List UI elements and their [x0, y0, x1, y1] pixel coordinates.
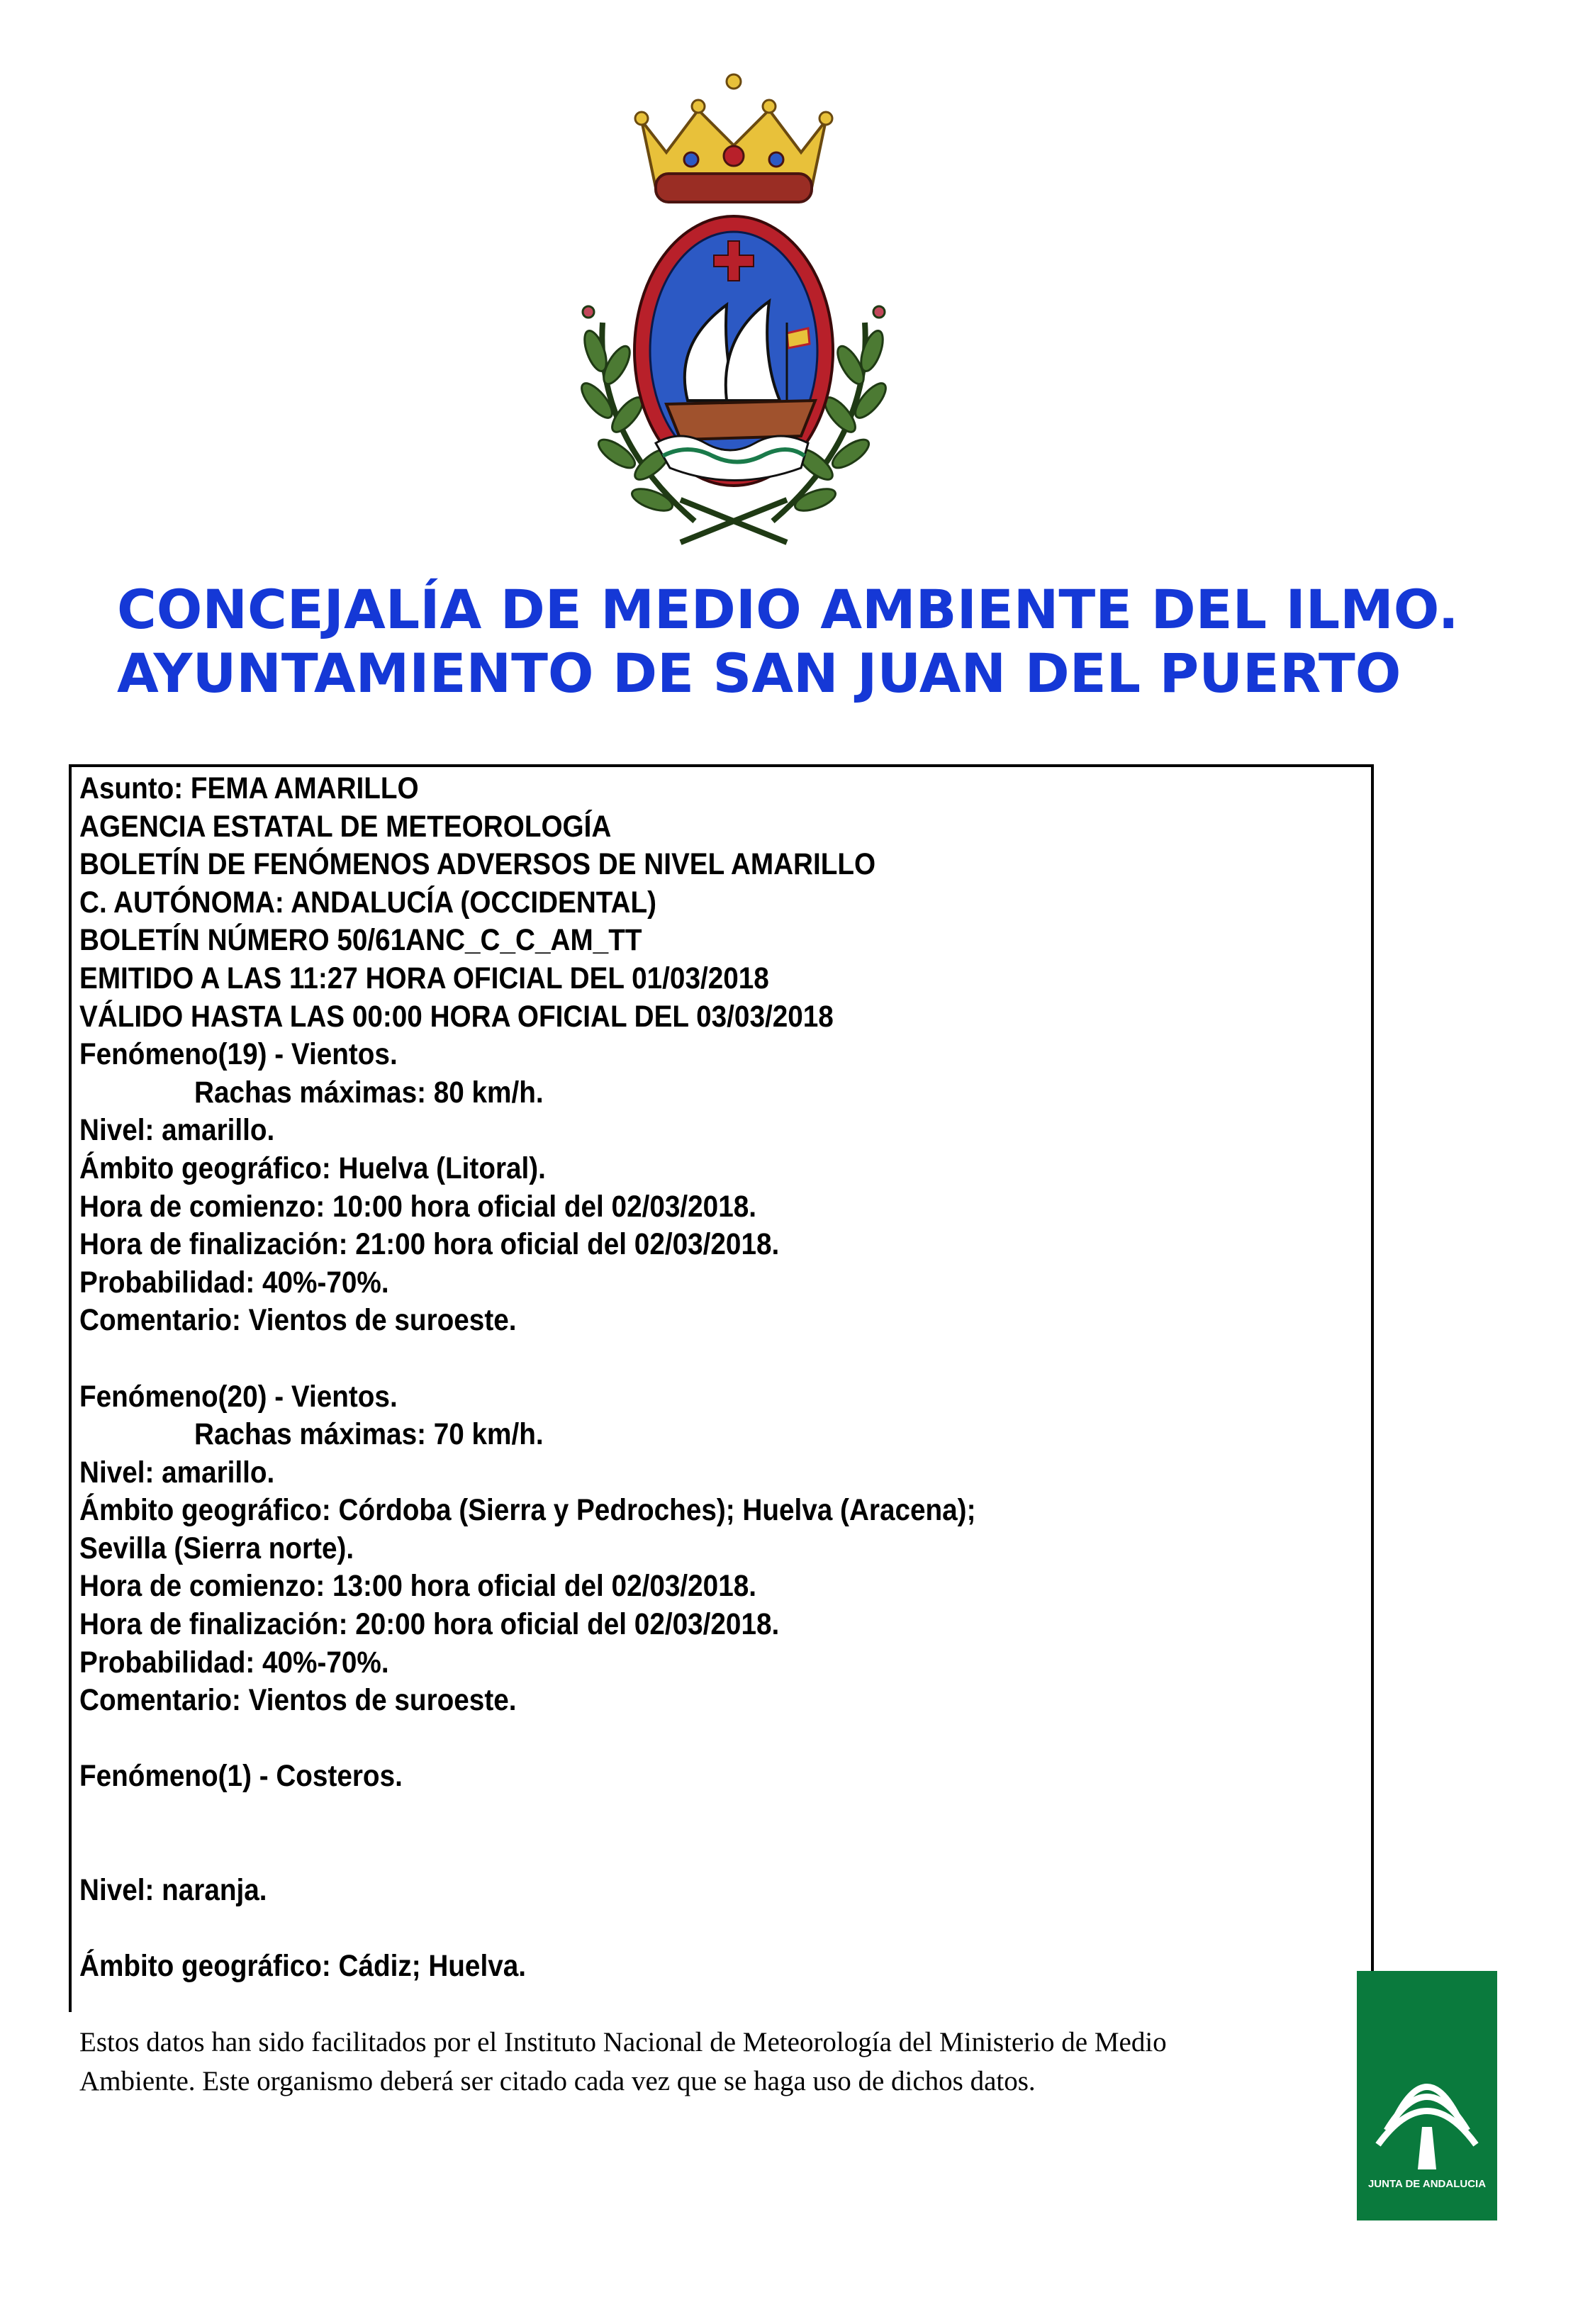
fenomeno-20-comienzo: Hora de comienzo: 13:00 hora oficial del 02/03/2018. [79, 1569, 756, 1604]
fenomeno-1-ambito: Ámbito geográfico: Cádiz; Huelva. [79, 1949, 527, 1984]
footer-line-2: Ambiente. Este organismo deberá ser citado cada vez que se haga uso de dichos datos. [79, 2066, 1036, 2096]
fenomeno-19-nivel: Nivel: amarillo. [79, 1113, 275, 1148]
valido-hasta: VÁLIDO HASTA LAS 00:00 HORA OFICIAL DEL 03/03/2018 [79, 999, 834, 1034]
fenomeno-19-titulo: Fenómeno(19) - Vientos. [79, 1037, 398, 1072]
fenomeno-20-titulo: Fenómeno(20) - Vientos. [79, 1379, 398, 1414]
boletin-numero: BOLETÍN NÚMERO 50/61ANC_C_C_AM_TT [79, 923, 642, 958]
crown-icon [635, 74, 832, 202]
fenomeno-20-probabilidad: Probabilidad: 40%-70%. [79, 1645, 389, 1680]
bulletin-body [79, 770, 1228, 1986]
fenomeno-20-ambito-1: Ámbito geográfico: Córdoba (Sierra y Pedroches); Huelva (Aracena); [79, 1493, 976, 1528]
junta-logo-text: JUNTA DE ANDALUCIA [1367, 2178, 1487, 2190]
asunto: Asunto: FEMA AMARILLO [79, 771, 419, 805]
comunidad: C. AUTÓNOMA: ANDALUCÍA (OCCIDENTAL) [79, 885, 657, 920]
emitido: EMITIDO A LAS 11:27 HORA OFICIAL DEL 01/03/2018 [79, 961, 769, 995]
fenomeno-20-detalle: Rachas máximas: 70 km/h. [194, 1417, 544, 1452]
fenomeno-1-nivel: Nivel: naranja. [79, 1873, 267, 1908]
junta-andalucia-logo-icon [1357, 1971, 1497, 2220]
fenomeno-20-nivel: Nivel: amarillo. [79, 1455, 275, 1490]
agencia: AGENCIA ESTATAL DE METEOROLOGÍA [79, 809, 612, 844]
fenomeno-20-ambito-2: Sevilla (Sierra norte). [79, 1531, 354, 1565]
fenomeno-19-probabilidad: Probabilidad: 40%-70%. [79, 1265, 389, 1300]
fenomeno-19-comentario: Comentario: Vientos de suroeste. [79, 1303, 517, 1338]
page-title-line-1: CONCEJALÍA DE MEDIO AMBIENTE DEL ILMO. [117, 578, 1459, 641]
footer-line-1: Estos datos han sido facilitados por el Instituto Nacional de Meteorología del Ministerio de Medio [79, 2027, 1167, 2057]
fenomeno-19-comienzo: Hora de comienzo: 10:00 hora oficial del 02/03/2018. [79, 1189, 756, 1224]
fenomeno-1-titulo: Fenómeno(1) - Costeros. [79, 1759, 403, 1794]
fenomeno-19-finalizacion: Hora de finalización: 21:00 hora oficial del 02/03/2018. [79, 1227, 780, 1262]
fenomeno-20-comentario: Comentario: Vientos de suroeste. [79, 1683, 517, 1718]
footer-note [79, 2023, 1242, 2101]
page-title-line-2: AYUNTAMIENTO DE SAN JUAN DEL PUERTO [117, 642, 1401, 705]
coat-of-arms-icon [574, 67, 893, 546]
fenomeno-20-finalizacion: Hora de finalización: 20:00 hora oficial del 02/03/2018. [79, 1607, 780, 1642]
fenomeno-19-ambito: Ámbito geográfico: Huelva (Litoral). [79, 1151, 546, 1185]
boletin-tipo: BOLETÍN DE FENÓMENOS ADVERSOS DE NIVEL AMARILLO [79, 847, 876, 882]
shield-icon [634, 216, 833, 486]
fenomeno-19-detalle: Rachas máximas: 80 km/h. [194, 1075, 544, 1110]
